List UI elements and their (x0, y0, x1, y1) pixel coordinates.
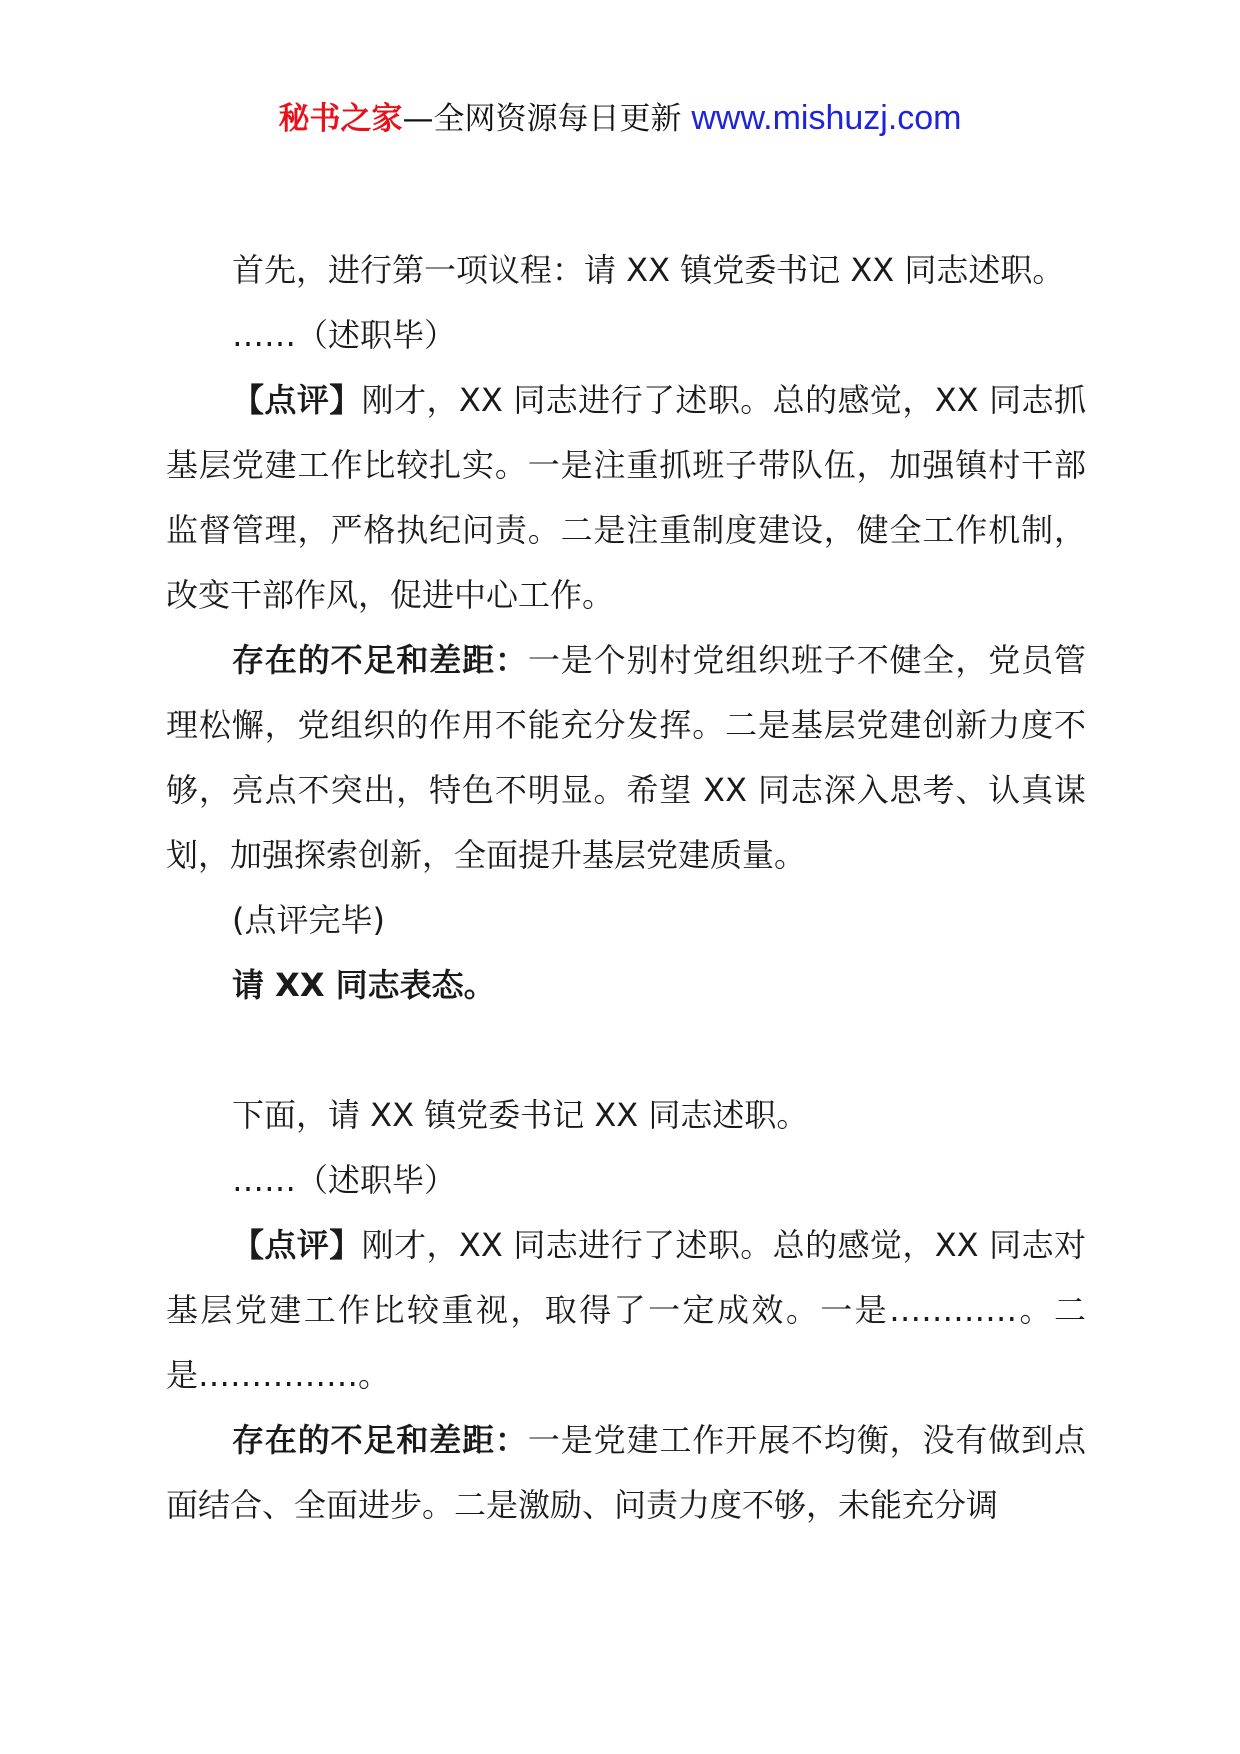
site-url-link[interactable]: www.mishuzj.com (691, 99, 962, 137)
shortcomings-paragraph (166, 628, 1086, 888)
section-spacer (166, 1018, 1086, 1083)
shortcomings-text: 一是党建工作开展不均衡，没有做到点面结合、全面进步。二是激励、问责力度不够，未能充分调 (166, 1421, 1086, 1524)
comment-label: 【点评】 (232, 381, 362, 419)
comment-end-note: (点评完毕) (232, 901, 385, 939)
site-tagline: —全网资源每日更新 (402, 101, 692, 137)
document-body (166, 238, 1086, 1538)
agenda-intro: 下面，请 XX 镇党委书记 XX 同志述职。 (232, 1096, 809, 1134)
closing-instruction: 请 XX 同志表态。 (232, 966, 496, 1004)
comment-paragraph (166, 368, 1086, 628)
comment-paragraph (166, 1213, 1086, 1408)
report-finished-note: ……（述职毕） (232, 316, 457, 354)
shortcomings-text: 一是个别村党组织班子不健全，党员管理松懈，党组织的作用不能充分发挥。二是基层党建创新力度不够，亮点不突出，特色不明显。希望 XX 同志深入思考、认真谋划，加强探索创新，全面提升基层党建质量。 (166, 641, 1086, 874)
comment-label: 【点评】 (232, 1226, 362, 1264)
report-finished-note: ……（述职毕） (232, 1161, 457, 1199)
comment-text: 刚才，XX 同志进行了述职。总的感觉，XX 同志抓基层党建工作比较扎实。一是注重抓班子带队伍，加强镇村干部监督管理，严格执纪问责。二是注重制度建设，健全工作机制，改变干部作风，促进中心工作。 (166, 381, 1086, 614)
shortcomings-label: 存在的不足和差距： (232, 1421, 528, 1459)
agenda-intro: 首先，进行第一项议程：请 XX 镇党委书记 XX 同志述职。 (232, 251, 1065, 289)
site-brand: 秘书之家 (278, 101, 403, 137)
shortcomings-label: 存在的不足和差距： (232, 641, 528, 679)
site-header (0, 98, 1240, 139)
shortcomings-paragraph (166, 1408, 1086, 1538)
comment-text: 刚才，XX 同志进行了述职。总的感觉，XX 同志对基层党建工作比较重视，取得了一定成效。一是…………。二是……………。 (166, 1226, 1086, 1394)
